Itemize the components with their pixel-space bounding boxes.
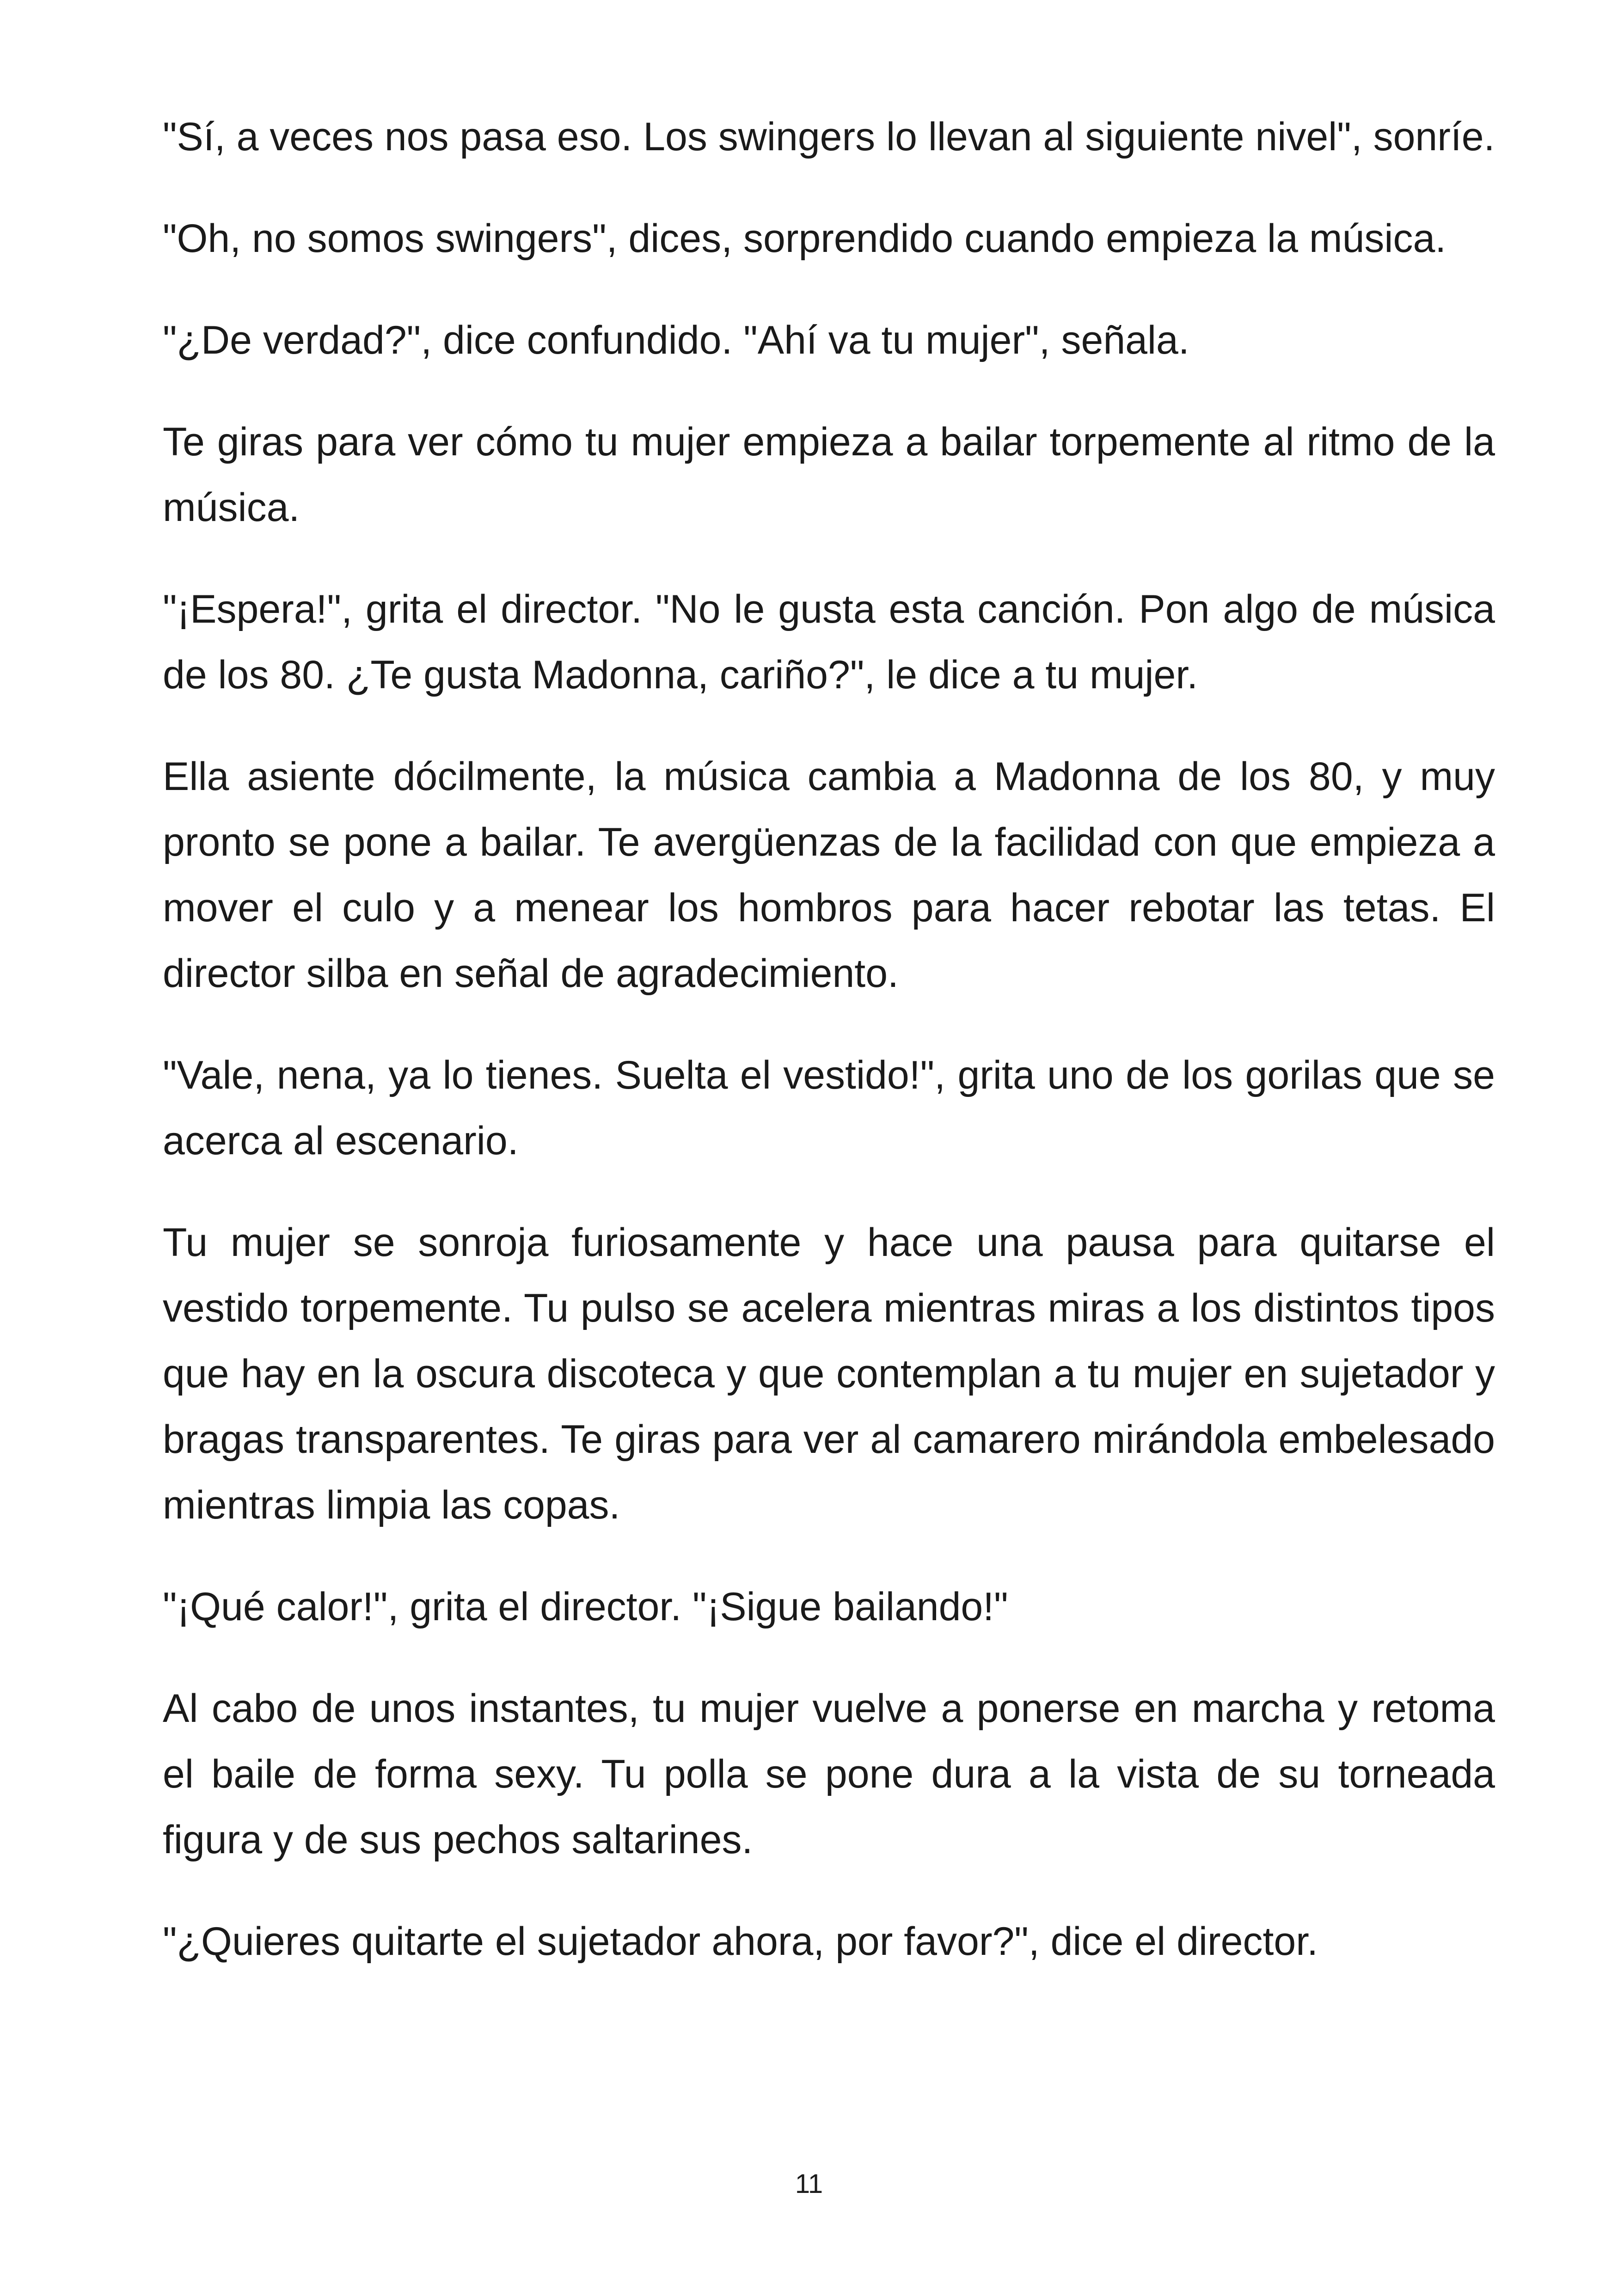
paragraph: Tu mujer se sonroja furiosamente y hace una pausa para quitarse el vestido torpemente. Tu pulso se acelera mientras miras a los distintos tipos que hay en la oscura discoteca y que contemplan a tu mujer en sujetador y bragas transparentes. Te giras para ver al camarero mirándola embelesado mientras limpia las copas. — [163, 1220, 1495, 1527]
body-text — [163, 104, 1495, 2010]
paragraph: "¿De verdad?", dice confundido. "Ahí va tu mujer", señala. — [163, 318, 1189, 362]
paragraph: "¡Qué calor!", grita el director. "¡Sigue bailando!" — [163, 1585, 1008, 1629]
paragraph: Al cabo de unos instantes, tu mujer vuelve a ponerse en marcha y retoma el baile de forma sexy. Tu polla se pone dura a la vista de su torneada figura y de sus pechos saltarines. — [163, 1686, 1495, 1862]
paragraph: "Sí, a veces nos pasa eso. Los swingers lo llevan al siguiente nivel", sonríe. — [163, 115, 1495, 159]
paragraph: "Vale, nena, ya lo tienes. Suelta el vestido!", grita uno de los gorilas que se acerca al escenario. — [163, 1053, 1495, 1163]
paragraph: Te giras para ver cómo tu mujer empieza a bailar torpemente al ritmo de la música. — [163, 420, 1495, 530]
page-number: 11 — [795, 2169, 823, 2199]
paragraph: "Oh, no somos swingers", dices, sorprendido cuando empieza la música. — [163, 216, 1446, 261]
paragraph: "¡Espera!", grita el director. "No le gusta esta canción. Pon algo de música de los 80. ¿Te gusta Madonna, cariño?", le dice a tu mujer. — [163, 587, 1495, 697]
paragraph: Ella asiente dócilmente, la música cambia a Madonna de los 80, y muy pronto se pone a bailar. Te avergüenzas de la facilidad con que empieza a mover el culo y a menear los hombros para hacer rebotar las tetas. El director silba en señal de agradecimiento. — [163, 754, 1495, 996]
paragraph: "¿Quieres quitarte el sujetador ahora, por favor?", dice el director. — [163, 1919, 1318, 1964]
